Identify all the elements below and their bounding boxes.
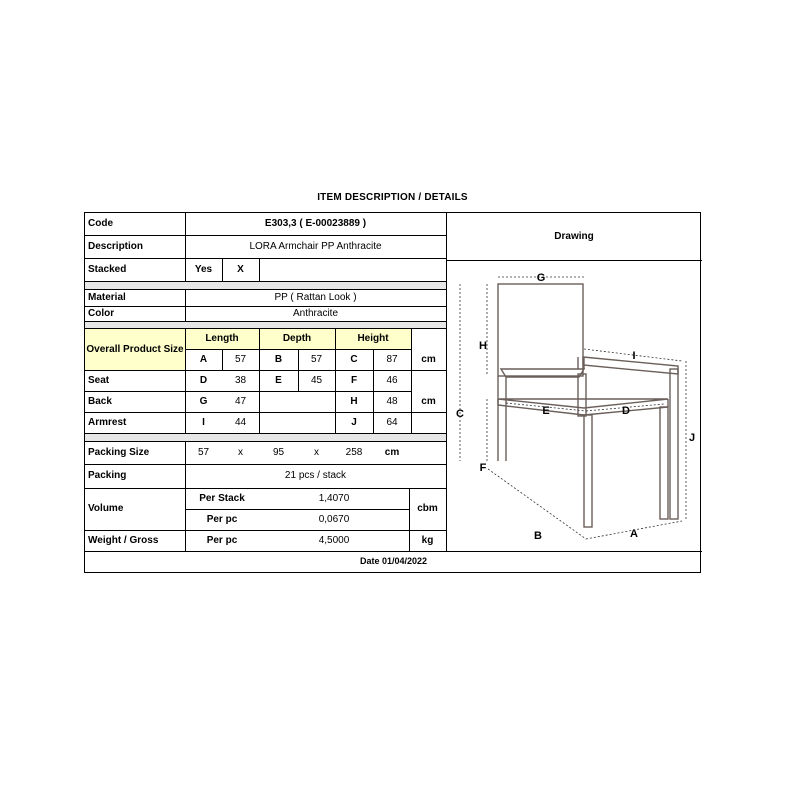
stacked-yes: Yes [194,263,213,275]
code-value: E303,3 ( E-00023889 ) [264,218,367,230]
drawing-label-d: D [622,405,630,417]
color-value: Anthracite [292,307,339,319]
drawing-label-h: H [479,340,487,352]
seat-outline [498,399,668,408]
volume-label: Volume [88,503,124,515]
drawing-label-e: E [542,405,550,417]
armrest-label: Armrest [88,416,127,428]
weight-value: 4,5000 [318,534,350,546]
volume-unit: cbm [417,503,438,515]
drawing-label-g: G [536,272,546,284]
drawing-label-j: J [688,432,696,444]
packing-label: Packing [88,470,127,482]
dim-d-label: D [199,374,208,386]
volume-per-stack-label: Per Stack [199,492,245,504]
dim-i-value: 44 [234,416,247,428]
volume-per-stack-value: 1,4070 [318,492,350,504]
packing-size-length: 57 [197,446,210,458]
packing-size-label: Packing Size [88,446,150,458]
chair-drawing [446,259,702,551]
dim-j-label: J [351,416,357,428]
separator-row [85,321,446,328]
material-label: Material [88,291,126,303]
packing-size-width: 95 [272,446,285,458]
color-label: Color [88,307,115,319]
weight-unit: kg [421,534,434,546]
seat-label: Seat [88,374,110,386]
weight-label: Weight / Gross [88,534,159,546]
dim-g-value: 47 [234,395,247,407]
packing-value: 21 pcs / stack [284,470,347,482]
packing-size-x1: x [238,446,243,458]
dim-e-value: 45 [310,374,323,386]
description-label: Description [88,240,144,252]
drawing-label-i: I [632,350,636,362]
dim-g-label: G [199,395,208,407]
dim-h-value: 48 [386,395,398,407]
dim-a-label: A [199,353,208,365]
height-header: Height [357,332,389,344]
dim-f-value: 46 [386,374,398,386]
dim-f-label: F [350,374,358,386]
drawing-header: Drawing [554,230,594,242]
code-label: Code [88,218,113,230]
packing-size-x2: x [314,446,319,458]
drawing-label-a: A [630,528,638,540]
spec-sheet [84,212,701,573]
drawing-label-f: F [479,462,487,474]
volume-per-pc-label: Per pc [206,513,238,525]
volume-per-pc-value: 0,0670 [318,513,350,525]
overall-unit: cm [421,353,436,365]
dim-i-label: I [202,416,205,428]
back-label: Back [88,395,112,407]
dim-j-value: 64 [386,416,398,428]
separator-row [85,433,446,441]
dim-a-value: 57 [234,353,247,365]
armrest-outline [583,357,678,374]
packing-size-unit: cm [384,446,400,458]
dim-c-label: C [350,353,358,365]
description-value: LORA Armchair PP Anthracite [249,240,382,252]
depth-header: Depth [282,332,312,344]
packing-size-height: 258 [345,446,363,458]
dim-b-value: 57 [310,353,323,365]
material-value: PP ( Rattan Look ) [274,291,357,303]
drawing-label-c: C [456,408,464,420]
detail-unit: cm [421,395,436,407]
dim-c-value: 87 [386,353,398,365]
overall-size-label: Overall Product Size [86,343,184,355]
separator-row [85,281,446,289]
stacked-mark: X [237,263,244,275]
dim-e-label: E [275,374,282,386]
length-header: Length [205,332,239,344]
backrest-outline [498,284,583,376]
dim-h-label: H [350,395,358,407]
dim-b-label: B [274,353,283,365]
dim-d-value: 38 [234,374,247,386]
document-date: Date 01/04/2022 [359,556,428,567]
weight-per-pc-label: Per pc [206,534,238,546]
drawing-label-b: B [534,530,542,542]
front-leg-right [660,407,668,519]
stacked-label: Stacked [88,263,127,275]
document-title: ITEM DESCRIPTION / DETAILS [317,192,468,203]
front-leg-left [584,415,592,527]
